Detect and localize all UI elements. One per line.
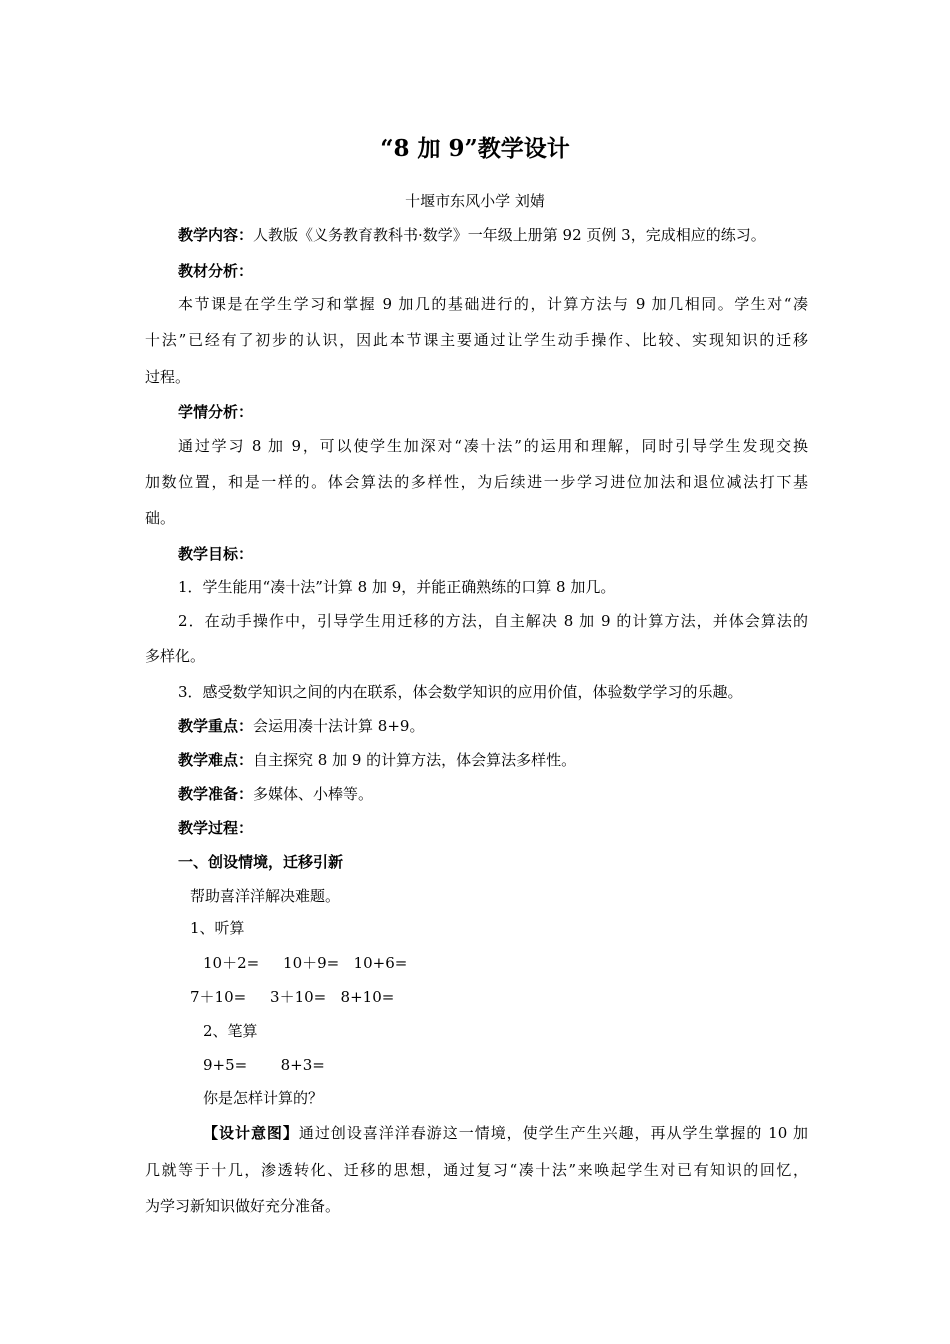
author-line: 十堰市东风小学 刘婧 — [405, 192, 545, 210]
preparation — [178, 784, 373, 804]
help-line: 帮助喜洋洋解决难题。 — [190, 887, 341, 905]
goal-2-line-1: 2．在动手操作中，引导学生用迁移的方法，自主解决 8 加 9 的计算方法，并体会算法的 — [178, 612, 808, 630]
teaching-content-label: 教学内容： — [178, 226, 254, 244]
teaching-process-label: 教学过程： — [178, 819, 254, 837]
student-analysis-line-3: 础。 — [145, 509, 176, 527]
student-analysis-label: 学情分析： — [178, 403, 254, 421]
material-analysis-label: 教材分析： — [178, 262, 254, 280]
design-intent-line-3: 为学习新知识做好充分准备。 — [145, 1197, 341, 1215]
goal-2-line-2: 多样化。 — [145, 647, 206, 665]
material-analysis-line-3: 过程。 — [145, 368, 191, 386]
material-analysis-line-2: 十法”已经有了初步的认识，因此本节课主要通过让学生动手操作、比较、实现知识的迁移 — [145, 331, 808, 349]
write-row: 9+5= 8+3= — [203, 1056, 325, 1074]
goal-1: 1．学生能用“凑十法”计算 8 加 9，并能正确熟练的口算 8 加几。 — [178, 578, 616, 596]
student-analysis-line-1: 通过学习 8 加 9，可以使学生加深对“凑十法”的运用和理解，同时引导学生发现交换 — [178, 437, 808, 455]
listen-row-1: 10＋2= 10＋9= 10+6= — [203, 954, 408, 972]
teaching-content — [178, 225, 766, 245]
preparation-text: 多媒体、小棒等。 — [253, 785, 374, 803]
difficult-point — [178, 750, 576, 770]
key-point-label: 教学重点： — [178, 717, 254, 735]
teaching-content-text: 人教版《义务教育教科书·数学》一年级上册第 92 页例 3，完成相应的练习。 — [253, 226, 766, 244]
student-analysis-line-2: 加数位置，和是一样的。体会算法的多样性，为后续进一步学习进位加法和退位减法打下基 — [145, 473, 808, 491]
difficult-point-text: 自主探究 8 加 9 的计算方法，体会算法多样性。 — [253, 751, 577, 769]
difficult-point-label: 教学难点： — [178, 751, 254, 769]
section-1-heading: 一、创设情境，迁移引新 — [178, 853, 344, 871]
key-point — [178, 716, 424, 736]
design-intent-label: 【设计意图】 — [203, 1124, 299, 1142]
design-intent-line-1: 【设计意图】通过创设喜洋洋春游这一情境，使学生产生兴趣，再从学生掌握的 10 加 — [203, 1124, 808, 1142]
page-title: “8 加 9”教学设计 — [380, 135, 570, 162]
material-analysis-line-1: 本节课是在学生学习和掌握 9 加几的基础进行的，计算方法与 9 加几相同。学生对“凑 — [178, 295, 808, 313]
key-point-text: 会运用凑十法计算 8+9。 — [253, 717, 425, 735]
write-heading: 2、笔算 — [203, 1022, 258, 1040]
design-intent-line-2: 几就等于十几，渗透转化、迁移的思想，通过复习“凑十法”来唤起学生对已有知识的回忆， — [145, 1161, 808, 1179]
preparation-label: 教学准备： — [178, 785, 254, 803]
teaching-goals-label: 教学目标： — [178, 545, 254, 563]
listen-row-2: 7＋10= 3＋10= 8+10= — [190, 988, 395, 1006]
question-line: 你是怎样计算的？ — [203, 1089, 324, 1107]
goal-3: 3．感受数学知识之间的内在联系，体会数学知识的应用价值，体验数学学习的乐趣。 — [178, 683, 743, 701]
listen-heading: 1、听算 — [190, 919, 245, 937]
